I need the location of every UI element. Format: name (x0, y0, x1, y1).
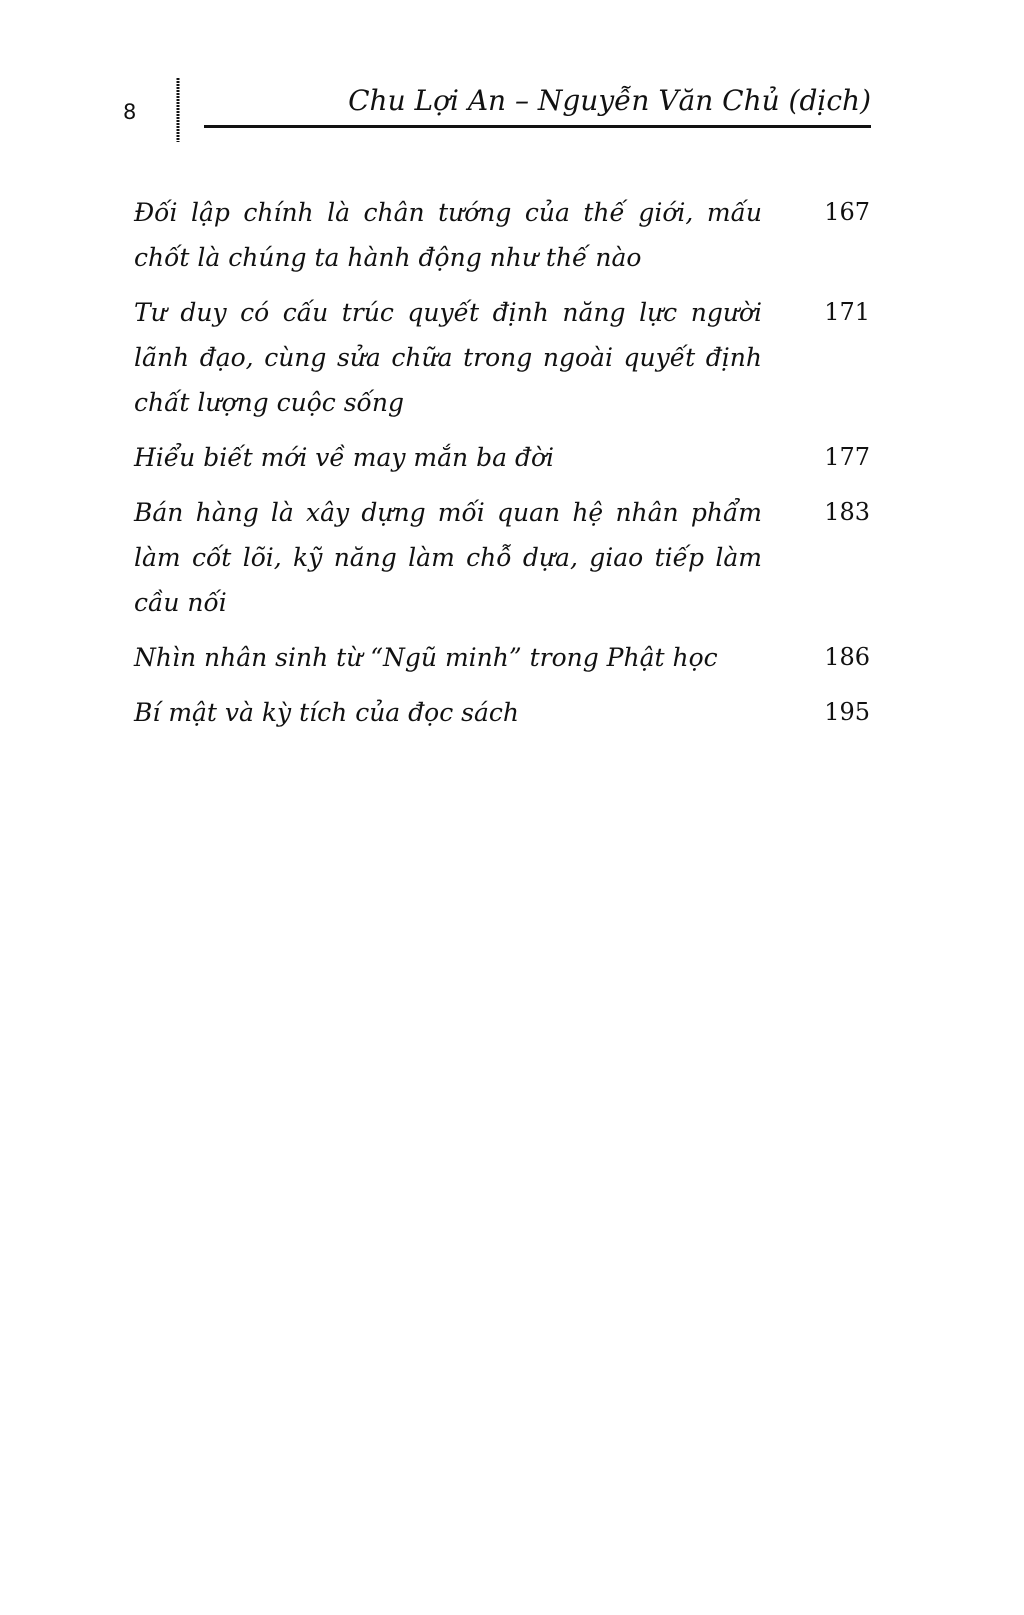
toc-entry (134, 190, 870, 280)
toc-entry-title: Hiểu biết mới về may mắn ba đời (134, 443, 554, 472)
toc-entry-title: Đối lập chính là chân tướng của thế giới, mấu chốt là chúng ta hành động như thế nào (134, 198, 762, 272)
toc-entry-title: Nhìn nhân sinh từ “Ngũ minh” trong Phật học (134, 643, 718, 672)
toc-entry (134, 435, 870, 480)
table-of-contents (134, 190, 870, 735)
header-rule (204, 125, 871, 128)
toc-entry (134, 290, 870, 425)
vertical-ornament (174, 78, 182, 142)
toc-entry (134, 490, 870, 625)
toc-entry-page: 171 (824, 298, 870, 326)
toc-entry-page: 195 (824, 698, 870, 726)
toc-entry-title: Bán hàng là xây dựng mối quan hệ nhân phẩm làm cốt lõi, kỹ năng làm chỗ dựa, giao tiếp làm cầu nối (134, 498, 762, 617)
toc-entry-page: 183 (824, 498, 870, 526)
toc-entry-page: 177 (824, 443, 870, 471)
toc-entry-page: 167 (824, 198, 870, 226)
toc-entry (134, 690, 870, 735)
toc-entry (134, 635, 870, 680)
running-header-title: Chu Lợi An – Nguyễn Văn Chủ (dịch) (348, 84, 871, 117)
toc-entry-title: Tư duy có cấu trúc quyết định năng lực người lãnh đạo, cùng sửa chữa trong ngoài quyết định chất lượng cuộc sống (134, 298, 762, 417)
toc-entry-page: 186 (824, 643, 870, 671)
toc-entry-title: Bí mật và kỳ tích của đọc sách (134, 698, 519, 727)
page-number: 8 (123, 100, 137, 124)
